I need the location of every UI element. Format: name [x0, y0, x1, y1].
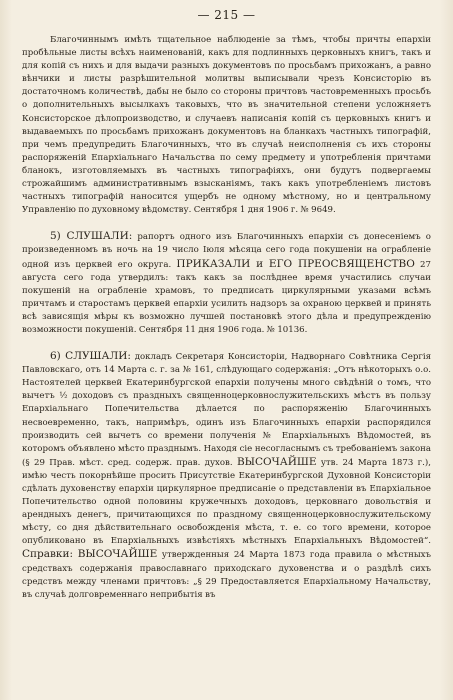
- paragraph-text: докладъ Секретаря Консисторіи, Надворнаго Совѣтника Сергія Павловскаго, отъ 14 Марта с. г. за № 161, слѣдующаго содержанія: „Отъ нѣкоторыхъ о.о. Настоятелей церквей Екатеринбургской епархіи получены много свѣдѣній о томъ, что вычетъ ½ доходовъ съ праздныхъ священноцерковнослужительскихъ мѣстъ въ пользу Епархіальнаго Попечительства дѣлается по распоряженію Благочинныхъ несвоевременно, такъ, напримѣръ, одинъ изъ Благочинныхъ епархіи распорядился производить сей вычетъ со времени полученія № Епархіальныхъ Вѣдомостей, въ которомъ объявлено мѣсто празднымъ. Находя сіе несогласнымъ съ требованіемъ закона (§ 29 Прав. мѣст. сред. содерж. прав. духов.: [22, 352, 431, 468]
- paragraph-text: 27 августа сего года утвердилъ: такъ какъ за послѣднее время участились случаи покушеній на ограбленіе храмовъ, то предписать циркулярными указами всѣмъ причтамъ и старостамъ церквей епархіи усилить надзоръ за охраною церквей и принять всѣ зависящія мѣры къ возможно лучшей постановкѣ этого дѣла и предупрежденію возможности покушеній. Сентября 11 дня 1906 года. № 10136.: [22, 259, 431, 335]
- paragraph-text: Благочиннымъ имѣть тщательное наблюденіе за тѣмъ, чтобы причты епархіи пробѣльные листы всѣхъ наименованій, какъ для подлинныхъ церковныхъ книгъ, такъ и для копій съ нихъ и для выдачи разныхъ документовъ по просьбамъ прихожанъ, а равно вѣнчики и листы разрѣшительной молитвы выписывали чрезъ Консисторію въ достаточномъ количествѣ, дабы не было со стороны причтовъ частовременныхъ просьбъ о дополнительныхъ высылкахъ таковыхъ, что въ значительной степени усложняетъ Консисторское дѣлопроизводство, и случаевъ написанія копій съ церковныхъ книгъ и выдаваемыхъ по просьбамъ прихожанъ документовъ на бланкахъ частныхъ типографій, при чемъ предупредить Благочинныхъ, что въ случаѣ неисполненія съ ихъ стороны распоряженій Епархіальнаго Начальства по сему предмету и употребленія причтами бланокъ, изготовляемыхъ въ частныхъ типографіяхъ, они будутъ подвергаемы строжайшимъ административнымъ взысканіямъ, такъ какъ употребленіемъ листовъ частныхъ типографій наносится ущербъ не одному мѣстному, но и центральному Управленію по духовному вѣдомству. Сентября 1 дня 1906 г. № 9649.: [22, 35, 431, 216]
- ordered-label: ПРИКАЗАЛИ и ЕГО ПРЕОСВЯЩЕНСТВО: [176, 257, 415, 270]
- paragraph-gap: [22, 217, 431, 230]
- paragraph-item-6: [22, 350, 431, 602]
- paragraph-instruction: [22, 34, 431, 217]
- heard-label: 6) СЛУШАЛИ:: [50, 350, 131, 363]
- paragraph-text: рапортъ одного изъ Благочинныхъ епархіи съ донесеніемъ о произведенномъ въ ночь на 19 число Іюля мѣсяца сего года покушеніи на ограбленіе одной изъ церквей его округа.: [22, 232, 431, 270]
- paragraph-item-5: [22, 230, 431, 337]
- references-label: Справки:: [22, 548, 74, 561]
- page-number: — 215 —: [197, 8, 256, 22]
- paragraph-text: утв. 24 Марта 1873 г.), имѣю честь покорнѣйше просить Присутствіе Екатеринбургской Духовной Консисторіи сдѣлать духовенству епархіи циркулярное предписаніе о представленіи въ Епархіальное Попечительство одной половины кружечныхъ доходовъ, церковнаго довольствія и арендныхъ денегъ, причитающихся по праздному священноцерковнослужительскому мѣсту, со дня дѣйствительнаго освобожденія мѣста, т. е. со того времени, которое опубликовано въ Епархіальныхъ извѣстіяхъ мѣстныхъ Епархіальныхъ Вѣдомостей“.: [22, 457, 431, 547]
- imperial-approval-word: ВЫСОЧАЙШЕ: [77, 548, 158, 561]
- heard-label: 5) СЛУШАЛИ:: [50, 230, 133, 243]
- paragraph-text: утвержденныя 24 Марта 1873 года правила о мѣстныхъ средствахъ содержанія православнаго приходскаго духовенства и о раздѣлѣ сихъ средствъ между членами причтовъ: „§ 29 Предоставляется Епархіальному Начальству, въ случаѣ долговременнаго неприбытія въ: [22, 550, 431, 600]
- imperial-approval-word: ВЫСОЧАЙШЕ: [236, 455, 317, 468]
- paragraph-gap: [22, 337, 431, 350]
